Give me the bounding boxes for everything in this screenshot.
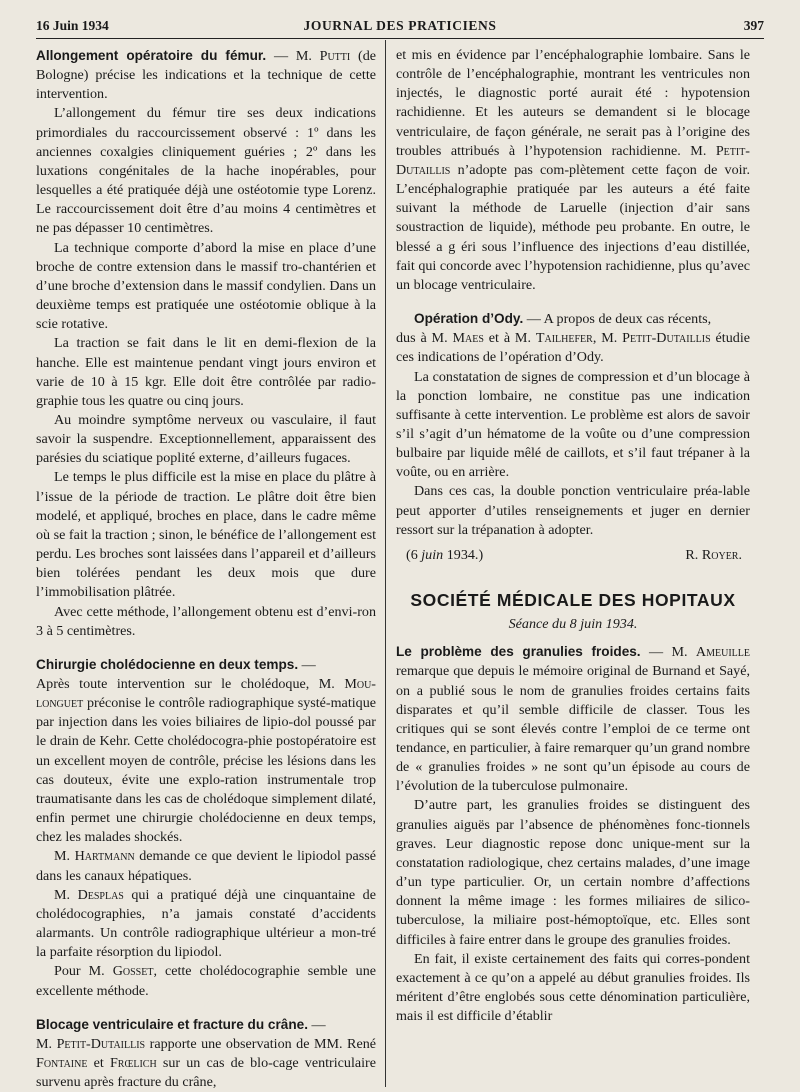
signature-line xyxy=(396,546,750,565)
paragraph: D’autre part, les granulies froides se distinguent des granulies aiguës par l’absence de phénomènes fonc-tionnels graves. Leur diagnostic repose donc unique-ment sur la constatation radiologique, chez certains malades, d’une image d’un type particulier. Or, un certain nombre d’affections donnent la même image : les formes miliaires de silico-tuberculose, la miliaire post-hémoptoïque, etc. Elles sont difficiles à faire entrer dans le groupe des granulies froides. xyxy=(396,797,750,948)
left-column xyxy=(36,46,376,1092)
femur-intro: Allongement opératoire du fémur. — M. Putti (de Bologne) précise les indications et la technique de cette intervention. xyxy=(36,48,376,103)
author-name: Petit-Dutaillis xyxy=(396,142,750,178)
paragraph: L’allongement du fémur tire ses deux indications primordiales du raccourcissement observé : 1º dans les anciennes coxalgies cliniquement guéries ; 2º dans les luxations congénitales de la hache inopérables, pour lesquelles a été pratiquée déjà une ostéotomie type Lorenz. Le raccourcissement doit être d’au moins 4 centimètres et ne pas dépasser 10 centimètres. xyxy=(36,105,376,237)
paragraph: Après toute intervention sur le cholédoque, M. Mou-longuet préconise le contrôle radiographique systé-matique par injection dans les voies biliaires de lipio-dol poussé par le drain de Kehr. Cette cholédocogra-phie postopératoire est un excellent moyen de contrôle, précise les lésions dans les cas douteux, évite une explo-ration instrumentale trop traumatisante dans les cas de cholédoque simplement dilaté, enfin permet une chirurgie cholédocienne en deux temps, chez les malades shockés. xyxy=(36,676,376,846)
signature-date: (6 juin 1934.) xyxy=(406,546,484,563)
article-heading: Blocage ventriculaire et fracture du crâne. xyxy=(36,1016,308,1032)
author-name: Fontaine xyxy=(36,1054,88,1071)
paragraph: La technique comporte d’abord la mise en place d’une broche de contre extension dans le massif tro-chantérien et d’une broche d’extension dans le massif condylien. Dans un deuxième temps est pratiquée une ostéotomie oblique à la scie rotative. xyxy=(36,239,376,333)
author-name: Tailhefer xyxy=(535,330,593,347)
paragraph: Avec cette méthode, l’allongement obtenu est d’envi-ron 3 à 5 centimètres. xyxy=(36,603,376,639)
journal-title: JOURNAL DES PRATICIENS xyxy=(303,18,497,33)
article-femur xyxy=(36,46,376,641)
article-granulies xyxy=(396,642,750,1026)
issue-date: 16 Juin 1934 xyxy=(36,18,109,33)
page-header xyxy=(36,18,764,40)
granulies-intro: Le problème des granulies froides. — M. Ameuille remarque que depuis le mémoire original de Burnand et Sayé, on a publié sous le nom de granulies froides certains faits disparates et qu’il semble difficile de classer. Tous les critiques qui se sont élevés contre l’emploi de ce terme ont tendance, en particulier, à faire remarquer qu’un grand nombre de « granulies froides » ne sont qu’un épisode au cours de l’évolution de la tuberculose pulmonaire. xyxy=(396,644,750,795)
paragraph: Dans ces cas, la double ponction ventriculaire préa-lable peut apporter d’utiles renseignements et juger en dernier ressort sur la trépanation à adopter. xyxy=(396,483,750,538)
author-name: Gosset xyxy=(112,963,154,980)
signature-name: R. Royer. xyxy=(685,546,742,563)
article-heading-line: Chirurgie cholédocienne en deux temps. — xyxy=(36,656,316,673)
paragraph: Pour M. Gosset, cette cholédocographie semble une excellente méthode. xyxy=(36,963,376,999)
right-column xyxy=(396,46,750,1026)
paragraph: Au moindre symptôme nerveux ou vasculaire, il faut savoir la suspendre. Exceptionnellement, apparaissent des parésies du sciatique poplité externe, d’ailleurs fugaces. xyxy=(36,411,376,467)
author-name: Petit-Dutaillis xyxy=(622,330,711,347)
page-number: 397 xyxy=(743,18,764,33)
author-name: Frœlich xyxy=(109,1054,157,1071)
article-blocage xyxy=(36,1015,376,1092)
article-blocage-continued xyxy=(396,46,750,295)
article-heading: Le problème des granulies froides. xyxy=(396,644,641,660)
column-divider xyxy=(385,40,386,1087)
article-choledoque xyxy=(36,655,376,1001)
session-date: Séance du 8 juin 1934. xyxy=(508,616,638,633)
author-name: Ameuille xyxy=(695,644,750,661)
paragraph: M. Petit-Dutaillis rapporte une observation de MM. René Fontaine et Frœlich sur un cas de blo-cage ventriculaire survenu après fracture du crâne, xyxy=(36,1035,376,1091)
author-name: Maes xyxy=(452,330,484,347)
paragraph: En fait, il existe certainement des faits qui corres-pondent exactement à ce qu’on a appelé au début granulies froides. Ils méritent d’être englobés sous cette dénomination particulière, mais il est difficile d’établir xyxy=(396,950,750,1025)
article-heading: Chirurgie cholédocienne en deux temps. xyxy=(36,656,299,672)
author-name: Desplas xyxy=(77,886,124,903)
header-rule xyxy=(36,38,764,39)
article-heading-line: Blocage ventriculaire et fracture du crâne. — xyxy=(36,1016,326,1033)
article-ody xyxy=(396,309,750,565)
paragraph: La constatation de signes de compression et d’un blocage à la ponction lombaire, ne constitue pas une indication suffisante à cette intervention. Le problème est alors de savoir s’il s’agit d’un hématome de la voûte ou d’une compression bulbaire par liquide mêlé de caillots, et s’il faut trépaner à la voûte, ou en arrière. xyxy=(396,368,750,481)
author-name: Putti xyxy=(319,48,351,64)
paragraph: dus à M. Maes et à M. Tailhefer, M. Petit-Dutaillis étudie ces indications de l’opération d’Ody. xyxy=(396,330,750,366)
article-heading: Opération d’Ody. xyxy=(414,311,524,327)
section-title: SOCIÉTÉ MÉDICALE DES HOPITAUX xyxy=(410,590,736,611)
paragraph: M. Desplas qui a pratiqué déjà une cinquantaine de cholédocographies, n’a jamais constaté d’accidents alarmants. Un contrôle radiographique ultérieur a mon-tré la parfaite résorption du lipiodol. xyxy=(36,886,376,961)
author-name: Hartmann xyxy=(74,848,135,865)
article-heading-line: Opération d’Ody. — A propos de deux cas récents, xyxy=(414,311,712,328)
author-name: Mou-longuet xyxy=(36,676,376,712)
paragraph: La traction se fait dans le lit en demi-flexion de la hanche. Elle est maintenue pendant vingt jours environ et varie de 10 à 15 kgr. Elle doit être contrôlée par radio-graphie tous les quatre ou cinq jours. xyxy=(36,335,376,409)
author-name: Petit-Dutaillis xyxy=(56,1035,146,1052)
paragraph: et mis en évidence par l’encéphalographie lombaire. Sans le contrôle de l’encéphalographie, montrant les ventricules non injectés, le diagnostic porté aurait été : hypotension rachidienne. Et les auteurs se demandent si le blocage ventriculaire, de façon générale, ne serait pas à l’origine des troubles attribués à l’hypotension rachidienne. M. Petit-Dutaillis n’adopte pas com-plètement cette façon de voir. L’encéphalographie pratiquée par les auteurs a été faite suivant la méthode de Laruelle (injection d’air sans soustraction de liquide), méthode peu probante. En outre, le blessé a g éri sous l’influence des injections d’eau distillée, fait qui concorde avec l’hypotension rachidienne, plus qu’avec un blocage ventriculaire. xyxy=(396,47,750,293)
paragraph: M. Hartmann demande ce que devient le lipiodol passé dans les canaux hépatiques. xyxy=(36,848,376,884)
article-heading: Allongement opératoire du fémur. xyxy=(36,48,267,63)
paragraph: Le temps le plus difficile est la mise en place du plâtre à l’issue de la période de traction. Le plâtre doit être bien modelé, et appliqué, broches en place, dans le cadre même où se fait la traction ; sinon, le bénéfice de l’allongement est perdu. Les broches sont laissées dans l’appareil et d’ailleurs bien tolérées pendant les deux mois que dure l’immobilisation plâtrée. xyxy=(36,469,376,601)
